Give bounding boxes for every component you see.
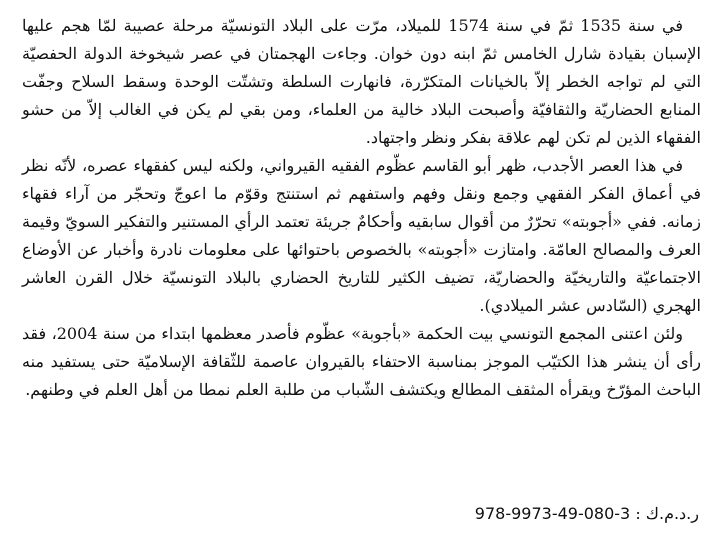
isbn-number: 978-9973-49-080-3 [474,504,631,523]
paragraph-1-text: في سنة 1535 ثمّ في سنة 1574 للميلاد، مرّت على البلاد التونسيّة مرحلة عصيبة لمّا هجم عليها الإسبان بقيادة شارل الخامس ثمّ ابنه دون خوان. وجاءت الهجمتان في عصر شيخوخة الدولة الحفصيّة التي لم تواجه الخطر إلاّ بالخيانات المتكرّرة، فانهارت السلطة وتشتّت الوحدة وسقط السلاح وجفّت المنابع الحضاريّة والثقافيّة وأصبحت البلاد خالية من العلماء، ومن بقي لم يكن في الغالب إلاّ من حشو الفقهاء الذين لم تكن لهم علاقة بفكر ونظر واجتهاد. [22,16,701,147]
isbn-label: ر.د.م.ك : [635,504,699,523]
paragraph-3 [22,320,701,404]
isbn-line [475,500,699,528]
paragraph-2 [22,152,701,320]
paragraph-3-text: ولئن اعتنى المجمع التونسي بيت الحكمة «بأجوبة» عظّوم فأصدر معظمها ابتداء من سنة 2004، فقد رأى أن ينشر هذا الكتيّب الموجز بمناسبة الاحتفاء بالقيروان عاصمة للثّقافة الإسلاميّة حتى يستفيد منه الباحث المؤرّخ ويقرأه المثقف المطالع ويكتشف الشّباب من طلبة العلم نمطا من أهل العلم في وطنهم. [22,324,701,399]
paragraph-2-text: في هذا العصر الأجدب، ظهر أبو القاسم عظّوم الفقيه القيرواني، ولكنه ليس كفقهاء عصره، لأنّه نظر في أعماق الفكر الفقهي وجمع ونقل وفهم واستفهم ثم استنتج وقوّم ما اعوجّ وتحجّر من آراء فقهاء زمانه. ففي «أجوبته» تحرّرٌ من أقوال سابقيه وأحكامٌ جريئة تعتمد الرأي المستنير والتفكير السويّ وقيمة العرف والمصالح العامّة. وامتازت «أجوبته» بالخصوص باحتوائها على معلومات نادرة وأخبار عن الأوضاع الاجتماعيّة والتاريخيّة والحضاريّة، تضيف الكثير للتاريخ الحضاري بالبلاد التونسيّة خلال القرن العاشر الهجري (السّادس عشر الميلادي). [22,156,701,315]
paragraph-1 [22,12,701,152]
